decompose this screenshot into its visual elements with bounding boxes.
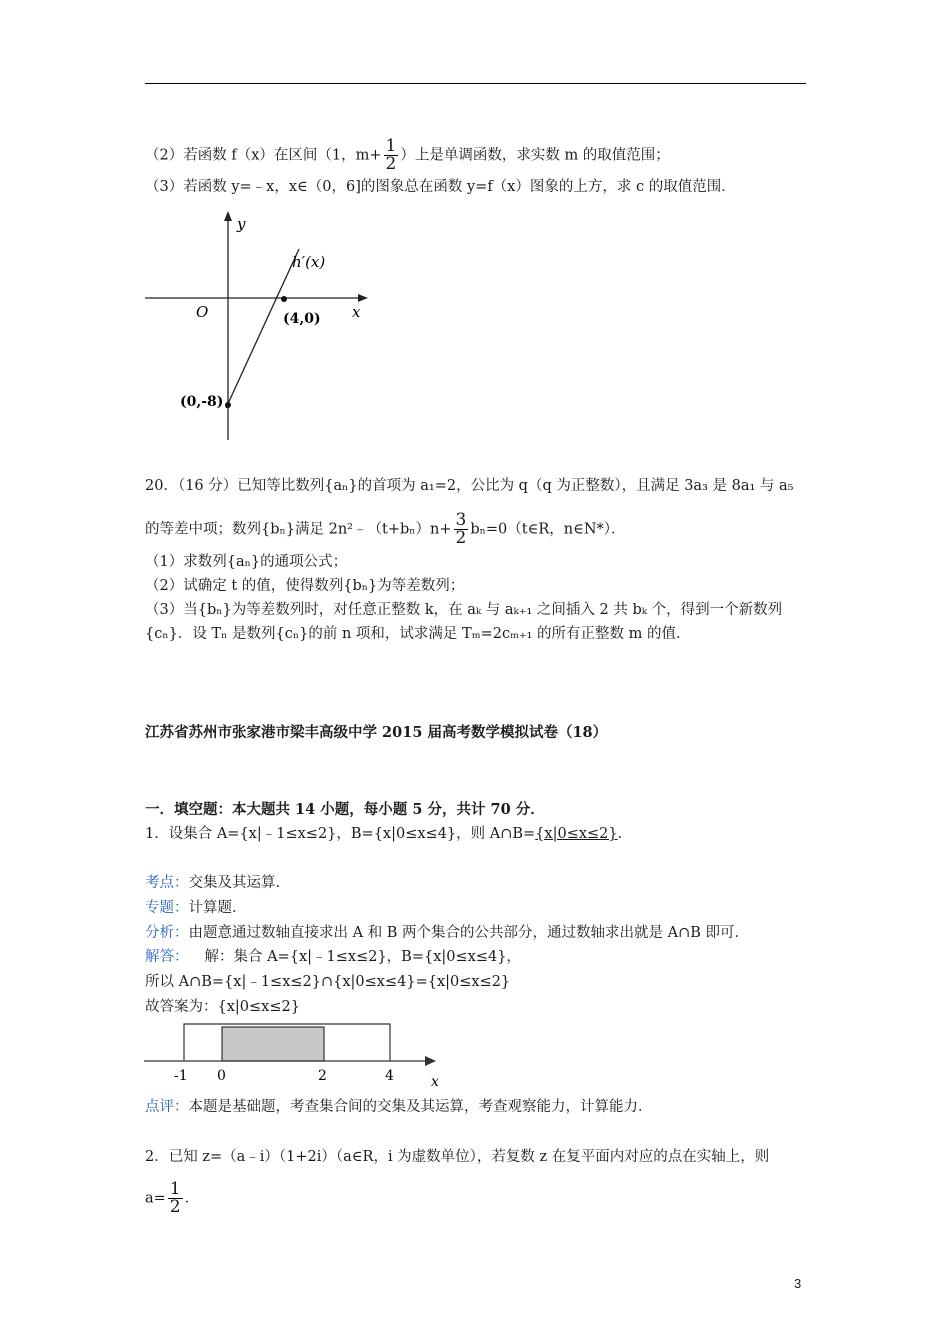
tick-label: 2 xyxy=(318,1068,327,1084)
q19-part3: （3）若函数 y=﹣x，x∈（0，6]的图象总在函数 y=f（x）图象的上方，求 c 的取值范围． xyxy=(145,179,736,195)
q2-line1: 2．已知 z=（a﹣i）（1+2i）（a∈R，i 为虚数单位），若复数 z 在复平面内对应的点在实轴上，则 xyxy=(145,1149,770,1165)
q1-zhuanti: 专题：计算题． xyxy=(145,900,247,916)
q2-answer: a= $\frac{1}{2}$ ． xyxy=(145,1179,200,1217)
y-axis-label: y xyxy=(237,215,246,233)
number-line-figure xyxy=(140,1018,450,1088)
q1-fenxi: 分析：由题意通过数轴直接求出 A 和 B 两个集合的公共部分，通过数轴求出就是 A∩B 即可． xyxy=(145,925,750,941)
tick-label: 0 xyxy=(217,1068,226,1084)
q1-solution-line3: 故答案为：{x|0≤x≤2} xyxy=(145,999,300,1015)
label-dianping: 点评： xyxy=(145,1099,189,1115)
section-heading: 一．填空题：本大题共 14 小题，每小题 5 分，共计 70 分． xyxy=(145,801,545,818)
tick-label: 4 xyxy=(385,1068,394,1084)
label-jieda: 解答： xyxy=(145,949,189,965)
exam-title: 江苏省苏州市张家港市梁丰高级中学 2015 届高考数学模拟试卷（18） xyxy=(145,724,608,741)
curve-label: h′(x) xyxy=(292,253,326,271)
fraction: $\frac{1}{2}$ xyxy=(385,136,397,174)
point-label: (4,0) xyxy=(283,311,321,327)
label-kaodian: 考点： xyxy=(145,875,189,891)
q1-dianping: 点评：本题是基础题，考查集合间的交集及其运算，考查观察能力，计算能力． xyxy=(145,1099,653,1115)
fraction: $\frac{1}{2}$ xyxy=(169,1179,181,1217)
header-rule xyxy=(145,83,806,84)
page-number: 3 xyxy=(794,1276,802,1291)
q1-jieda: 解答： 解：集合 A={x|﹣1≤x≤2}，B={x|0≤x≤4}， xyxy=(145,949,521,965)
origin-label: O xyxy=(196,303,209,321)
q20-part2: （2）试确定 t 的值，使得数列{bₙ}为等差数列； xyxy=(145,578,465,594)
label-fenxi: 分析： xyxy=(145,925,189,941)
label-zhuanti: 专题： xyxy=(145,900,189,916)
q1-answer: {x|0≤x≤2} xyxy=(535,826,618,842)
q20-line1: 20．（16 分）已知等比数列{aₙ}的首项为 a₁=2，公比为 q（q 为正整数），且满足 3a₃ 是 8a₁ 与 a₅ xyxy=(145,478,794,494)
q19-part2: （2）若函数 f（x）在区间（1，m+ $\frac{1}{2}$ ）上是单调函数，求实数 m 的取值范围； xyxy=(145,136,670,174)
derivative-graph xyxy=(140,205,380,445)
q20-line2: 的等差中项；数列{bₙ}满足 2n²﹣（t+bₙ）n+ $\frac{3}{2}$ bₙ=0（t∈R，n∈N*）． xyxy=(145,510,626,548)
q20-part3-line1: （3）当{bₙ}为等差数列时，对任意正整数 k，在 aₖ 与 aₖ₊₁ 之间插入 2 共 bₖ 个，得到一个新数列 xyxy=(145,602,783,618)
q1-solution-line2: 所以 A∩B={x|﹣1≤x≤2}∩{x|0≤x≤4}={x|0≤x≤2} xyxy=(145,974,511,990)
point-label: (0,-8) xyxy=(180,394,224,410)
q1-kaodian: 考点：交集及其运算． xyxy=(145,875,290,891)
q20-part3-line2: {cₙ}．设 Tₙ 是数列{cₙ}的前 n 项和，试求满足 Tₘ=2cₘ₊₁ 的所有正整数 m 的值． xyxy=(145,626,691,642)
axis-label: x xyxy=(431,1074,439,1088)
fraction: $\frac{3}{2}$ xyxy=(455,510,467,548)
x-axis-label: x xyxy=(352,303,361,321)
q1-stem: 1．设集合 A={x|﹣1≤x≤2}，B={x|0≤x≤4}，则 A∩B={x|0≤x≤2}． xyxy=(145,826,633,842)
tick-label: -1 xyxy=(174,1068,188,1084)
q20-part1: （1）求数列{aₙ}的通项公式； xyxy=(145,554,348,570)
